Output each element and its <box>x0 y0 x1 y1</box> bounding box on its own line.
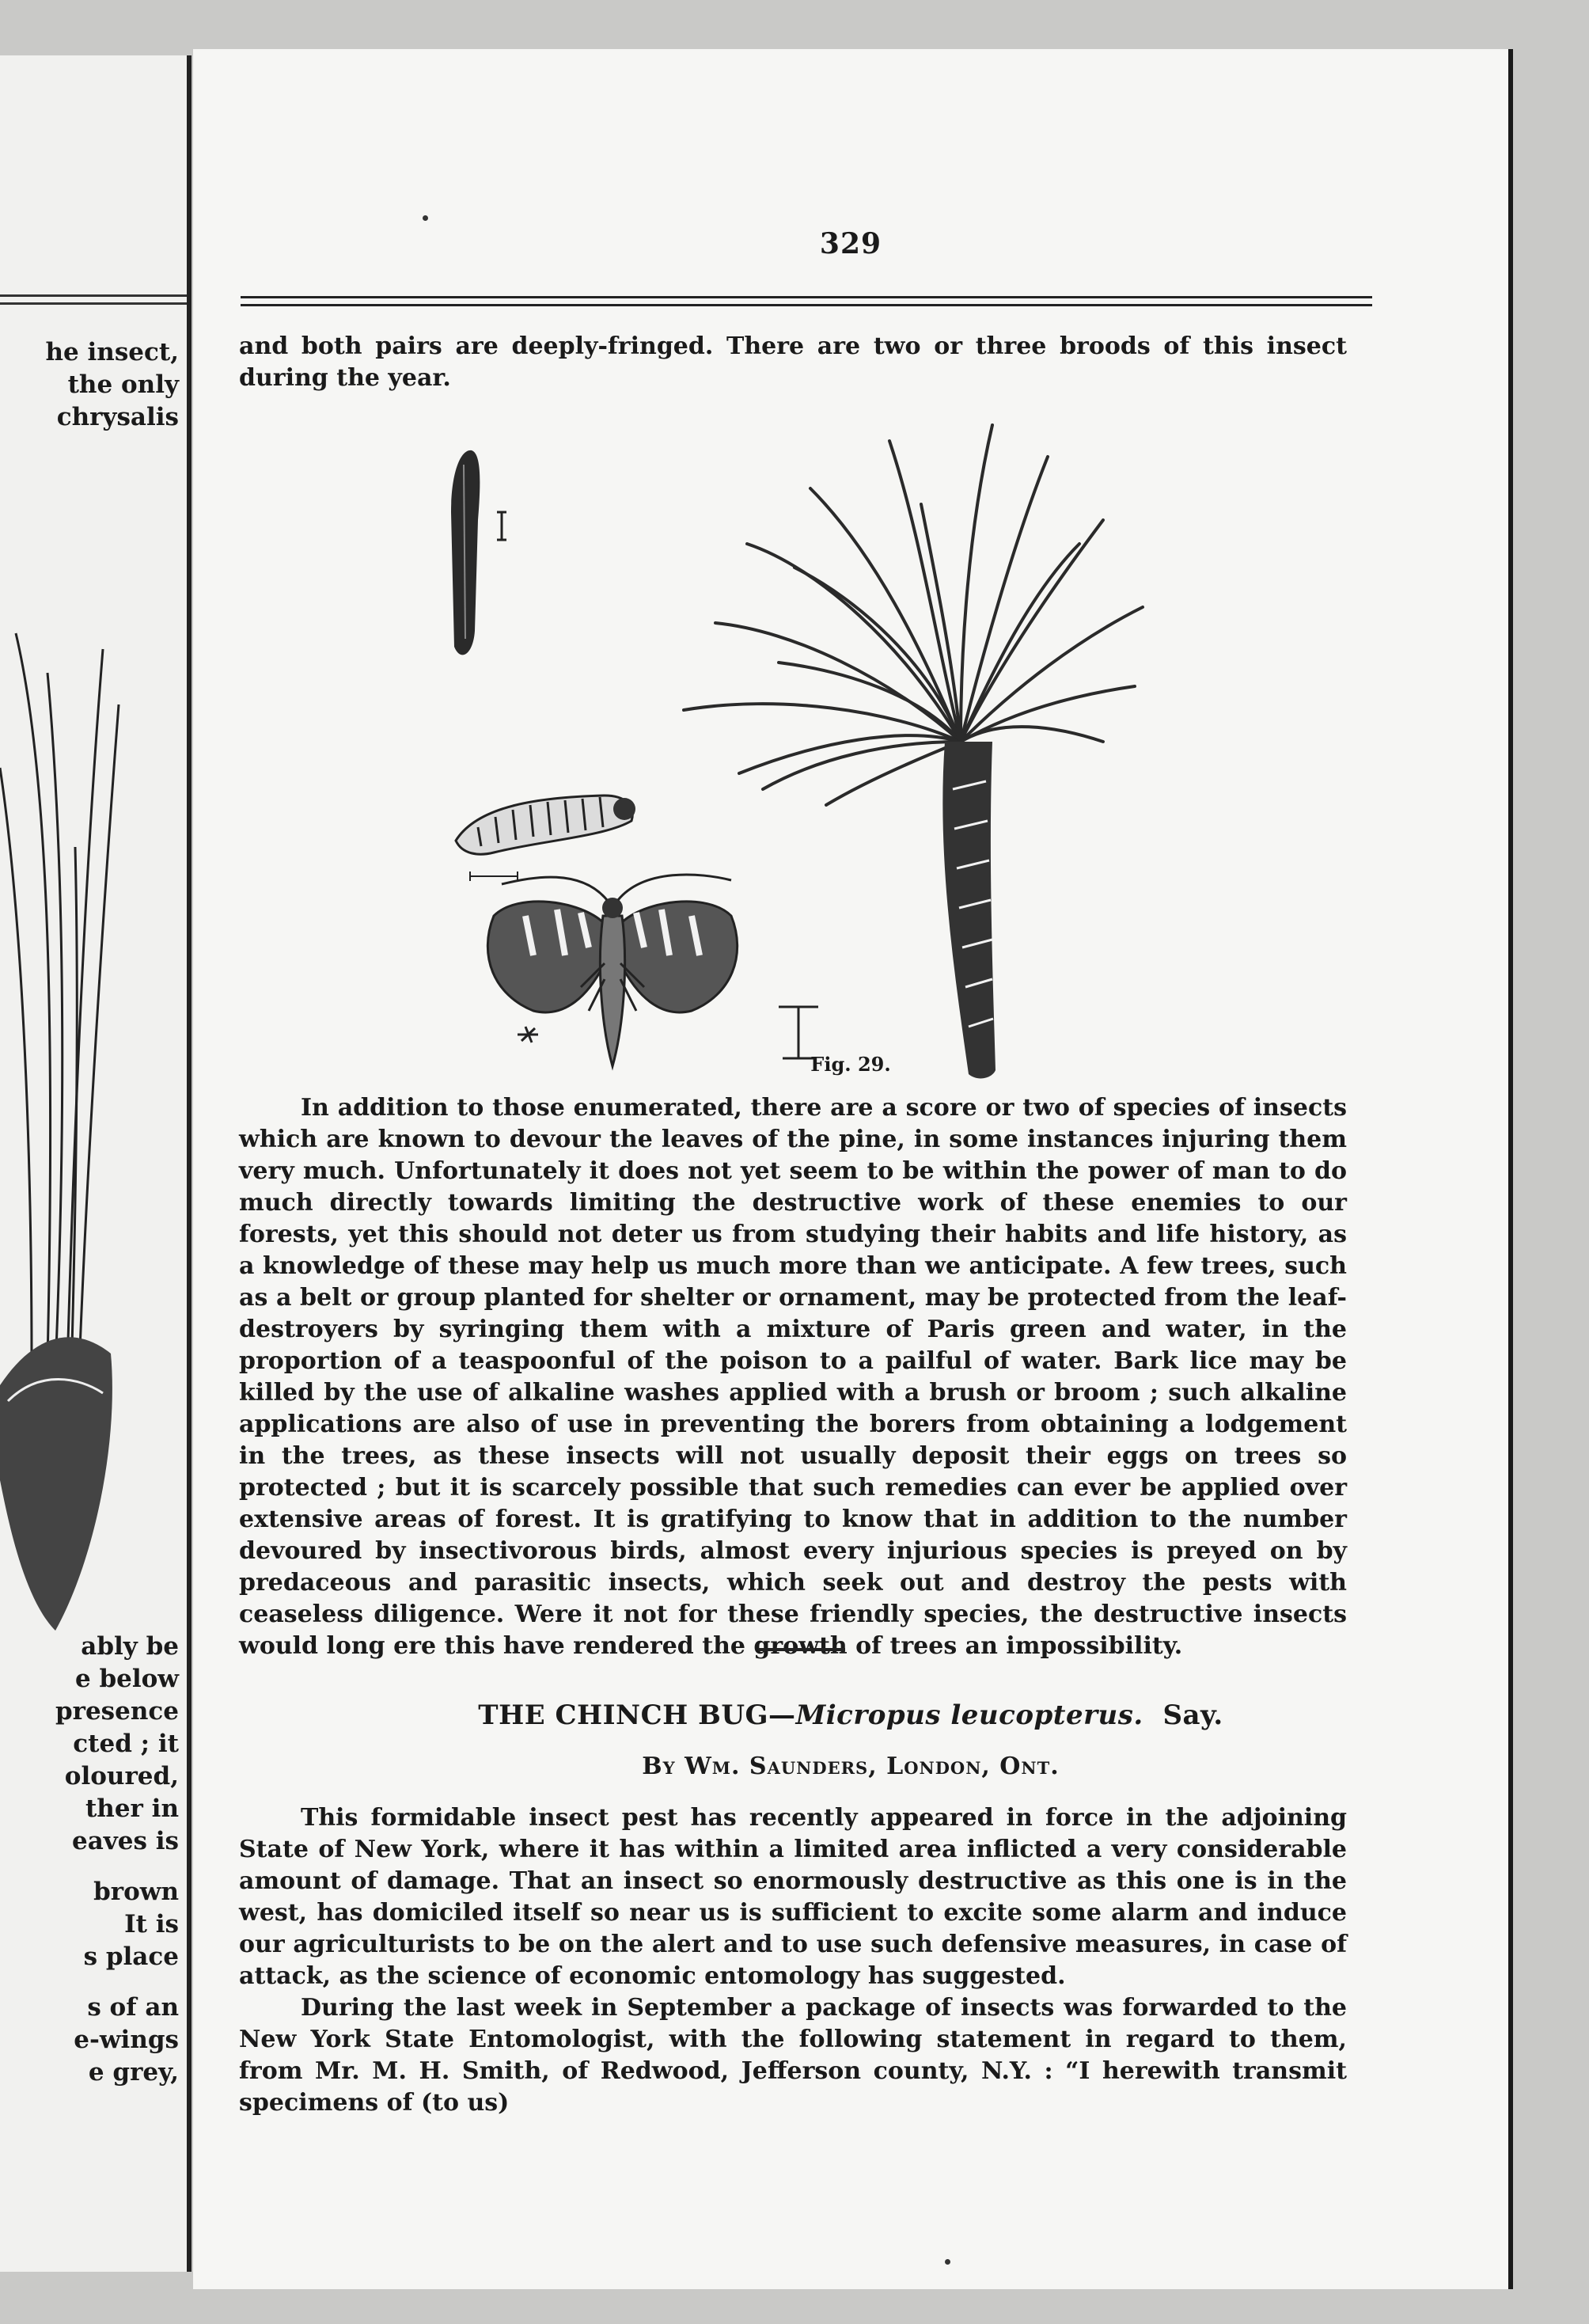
left-text-fragment: brown <box>93 1878 179 1906</box>
left-text-fragment: presence <box>55 1697 179 1726</box>
left-text-fragment: ably be <box>81 1632 179 1661</box>
pupa-drawing <box>451 450 506 655</box>
left-text-fragment: eaves is <box>71 1827 179 1855</box>
left-text-fragment: the only <box>67 370 179 399</box>
left-text-fragment: e below <box>74 1665 179 1693</box>
page-speck <box>423 215 428 221</box>
article-paragraph-1: This formidable insect pest has recently appeared in force in the adjoining State of New York, where it has within a limited area inflicted a very considerable amount of damage. That an insect so enormously destructive as this one is in the west, has domiciled itself so near us is sufficient to excite some alarm and induce our agriculturists to be on the alert and to use such defensive measures, in case of attack, as the science of economic entomology has suggested. <box>239 1804 1347 1990</box>
section-divider <box>758 1648 845 1651</box>
left-header-rule <box>0 294 187 297</box>
left-text-fragment: ther in <box>85 1794 179 1823</box>
book-page <box>193 49 1508 2289</box>
left-text-fragment: he insect, <box>45 338 179 366</box>
article-byline: By Wm. Saunders, London, Ont. <box>642 1752 1060 1780</box>
article-title-species: Micropus leucopterus. <box>795 1699 1143 1731</box>
left-text-fragment: s place <box>83 1942 179 1971</box>
left-text-fragment: chrysalis <box>56 403 179 431</box>
pine-twig-drawing <box>684 425 1143 805</box>
larva-drawing <box>456 796 635 881</box>
left-text-fragment: It is <box>124 1910 179 1939</box>
figure-29-illustration <box>446 409 1325 1122</box>
left-text-fragment: e grey, <box>88 2058 179 2087</box>
article-title-main: THE CHINCH BUG— <box>478 1699 796 1731</box>
page-number: 329 <box>819 227 882 260</box>
moth-drawing <box>487 875 818 1066</box>
article-title <box>193 1699 1508 1731</box>
left-text-fragment: e-wings <box>74 2026 179 2054</box>
left-plant-illustration <box>0 609 127 1639</box>
left-text-fragment: oloured, <box>64 1762 179 1790</box>
previous-page-strip <box>0 55 192 2272</box>
page-speck <box>945 2259 950 2265</box>
figure-caption: Fig. 29. <box>810 1053 891 1076</box>
left-text-fragment: cted ; it <box>73 1730 179 1758</box>
paragraph-insect-remedies: In addition to those enumerated, there are a score or two of species of insects which are known to devour the leaves of the pine, in some instances injuring them very much. Unfortunately it does not yet seem to be within the power of man to do much directly towards limiting the destructive work of these enemies to our forests, yet this should not deter us from studying their habits and life history, as a knowledge of these may help us much more than we anticipate. A few trees, such as a belt or group planted for shelter or ornament, may be protected from the leaf-destroyers by syringing them with a mixture of Paris green and water, in the proportion of a teaspoonful of the poison to a pailful of water. Bark lice may be killed by the use of alkaline washes applied with a brush or broom ; such alkaline applications are also of use in preventing the borers from obtaining a lodgement in the trees, as these insects will not usually deposit their eggs on trees so protected ; but it is scarcely possible that such remedies can ever be applied over extensive areas of forest. It is gratifying to know that in addition to the number devoured by insectivorous birds, almost every injurious species is preyed on by predaceous and parasitic insects, which seek out and destroy the pests with ceaseless diligence. Were it not for these friendly species, the destructive insects would long ere this have rendered the growth of trees an impossibility. <box>239 1094 1347 1660</box>
article-title-author: Say. <box>1162 1699 1223 1731</box>
left-text-fragment: s of an <box>87 1993 179 2022</box>
header-rule-2 <box>241 304 1372 306</box>
header-rule <box>241 296 1372 298</box>
left-header-rule-2 <box>0 302 187 305</box>
article-paragraph-2: During the last week in September a package of insects was forwarded to the New York State Entomologist, with the following statement in regard to them, from Mr. M. H. Smith, of Redwood, Jefferson county, N.Y. : “I herewith transmit specimens of (to us) <box>239 1994 1347 2117</box>
continuation-text: and both pairs are deeply-fringed. There are two or three broods of this insect during the year. <box>239 332 1347 392</box>
